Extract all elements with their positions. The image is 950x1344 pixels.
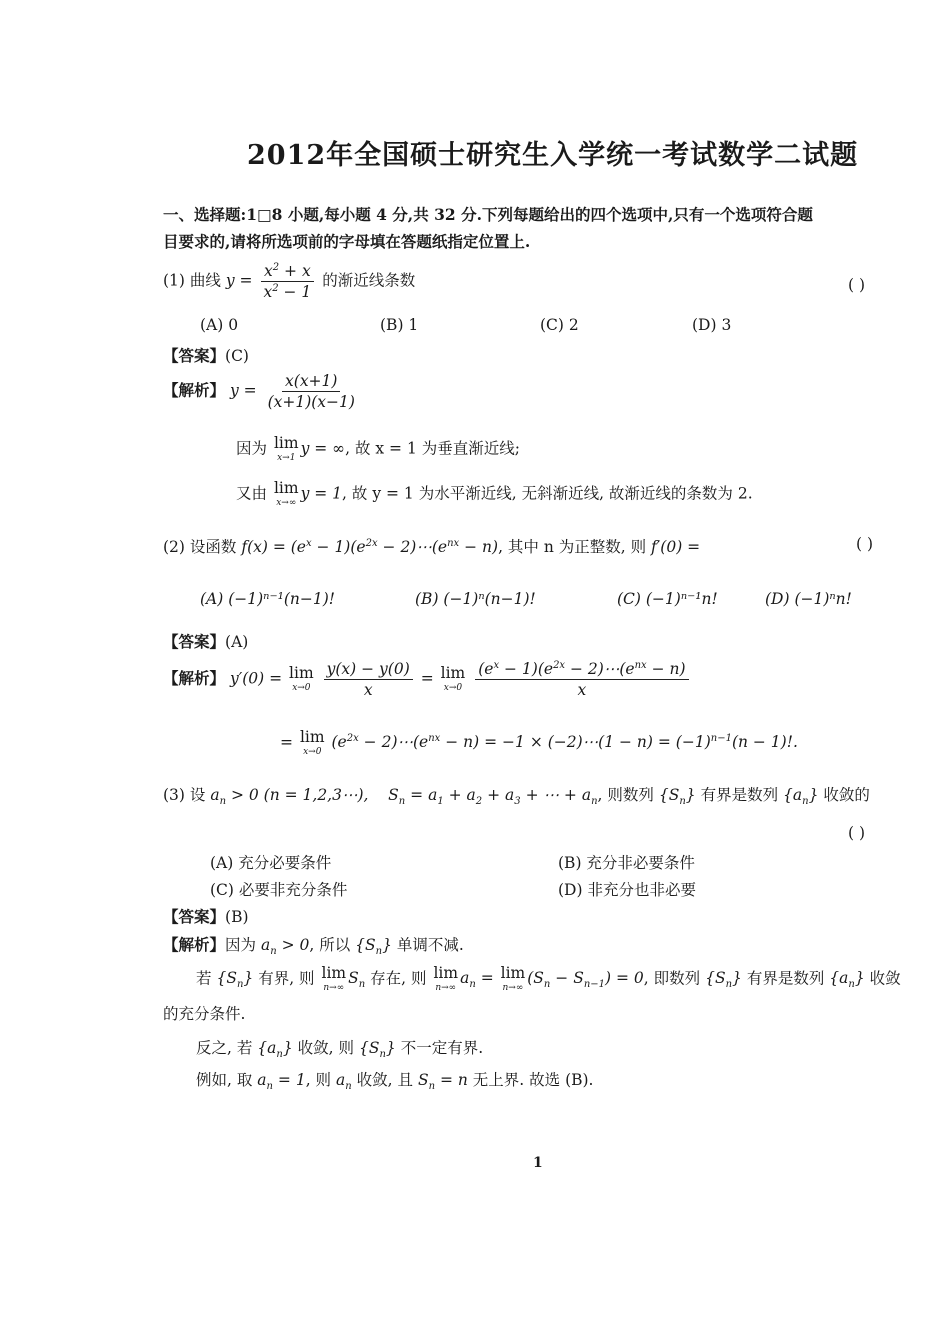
- q1-answer-paren: ( ): [848, 276, 866, 294]
- q2-option-c: (C) (−1)ⁿ⁻¹n!: [617, 590, 718, 608]
- q3-option-b: (B) 充分非必要条件: [558, 854, 695, 872]
- q1-option-d: (D) 3: [692, 316, 732, 334]
- q3-answer-paren: ( ): [848, 824, 866, 842]
- section-heading-line2: 目要求的,请将所选项前的字母填在答题纸指定位置上.: [163, 232, 531, 251]
- q2-stem: (2) 设函数 $f(x) = (e^x - 1)(e^{2x}$ − $2)\cdots(e^{nx} - n)$, 其中 n 为正整数, 则 f′(0) =: [163, 537, 701, 556]
- q3-answer: 【答案】(B): [163, 907, 249, 926]
- q1-analysis-fraction: $\frac{x(x+1)}{(x+1)(x-1)}$: [267, 372, 355, 411]
- q1-analysis-label: 【解析】: [163, 380, 226, 400]
- q3-analysis-line5: 例如, 取 $a_n = 1$, 则 $a_n$ 收敛, 且 $S_n = n$ 无上界. 故选 (B).: [196, 1071, 594, 1093]
- q1-analysis-line2: 又由 lim x→∞ y = 1, 故 y = 1 为水平渐近线, 无斜渐近线, 故渐近线的条数为 2.: [236, 479, 753, 508]
- q3-analysis-line1: 【解析】因为 $a_n > 0$, 所以 $\{S_n\}$ 单调不减.: [163, 935, 464, 958]
- q3-option-c: (C) 必要非充分条件: [210, 881, 348, 899]
- q2-answer: 【答案】(A): [163, 632, 249, 651]
- q1-answer-value: (C): [225, 347, 249, 365]
- page-number: 1: [533, 1155, 543, 1171]
- q1-option-a: (A) 0: [200, 316, 239, 334]
- q3-stem: (3) 设 $a_n > 0$ (n = 1,2,3⋯), $S_n = a_1 + a_2 + a_3$ + ⋯ + $a_n$, 则数列 $\{S_n\}$ 有界是数列 $\{a_n\}$ 收敛的: [163, 786, 870, 808]
- q3-option-d: (D) 非充分也非必要: [558, 881, 696, 899]
- q2-option-b: (B) (−1)ⁿ(n−1)!: [415, 590, 536, 608]
- q1-answer-label: 【答案】: [163, 346, 226, 365]
- q2-analysis: 【解析】 y′(0) = lim x→0 $\frac{y(x) - y(0)}{x}$ = lim x→0 $\frac{(e^x - 1)(e^{2x} - 2)\cdots(e^{nx} - n)}{x}$: [163, 660, 692, 699]
- q1-option-b: (B) 1: [380, 316, 419, 334]
- q3-analysis-line2: 若 $\{S_n\}$ 有界, 则 lim n→∞ $S_n$ 存在, 则 lim n→∞ $a_n$ = lim n→∞ $(S_n - S_{n-1}) = 0$, 即数列 $\{S_n\}$ 有界是数列 $\{a_n\}$ 收敛: [196, 964, 901, 993]
- q3-analysis-line3: 的充分条件.: [163, 1005, 246, 1023]
- q1-analysis-line1: 因为 lim x→1 y = ∞, 故 x = 1 为垂直渐近线;: [236, 434, 520, 463]
- section-heading-line1: 一、选择题:1□8 小题,每小题 4 分,共 32 分.下列每题给出的四个选项中,只有一个选项符合题: [163, 205, 813, 224]
- q1-fraction: $\frac{x^2 + x}{x^2 - 1}$: [260, 262, 314, 301]
- q1-answer: [163, 344, 249, 366]
- q1-stem-prefix: (1) 曲线: [163, 271, 221, 290]
- q1-formula: y =: [225, 271, 253, 290]
- q2-answer-paren: ( ): [856, 535, 874, 553]
- q1-stem-suffix: 的渐近线条数: [322, 271, 416, 290]
- q3-analysis-line4: 反之, 若 $\{a_n\}$ 收敛, 则 $\{S_n\}$ 不一定有界.: [196, 1039, 484, 1061]
- q2-option-a: (A) (−1)ⁿ⁻¹(n−1)!: [200, 590, 335, 608]
- q1-analysis: 【解析】 y = $\frac{x(x+1)}{(x+1)(x-1)}$: [163, 372, 361, 411]
- q2-analysis-line2: = lim x→0 ($e^{2x}$ − $2)\cdots(e^{nx} - n) = -1$ × (−2)⋯(1 − $n) = (-1)^{n-1}(n - 1)$!.: [280, 728, 798, 757]
- page-title: 2012年全国硕士研究生入学统一考试数学二试题: [247, 140, 859, 171]
- q1-option-c: (C) 2: [540, 316, 579, 334]
- q3-option-a: (A) 充分必要条件: [210, 854, 332, 872]
- q2-option-d: (D) (−1)ⁿn!: [765, 590, 852, 608]
- q1-stem: [163, 262, 415, 301]
